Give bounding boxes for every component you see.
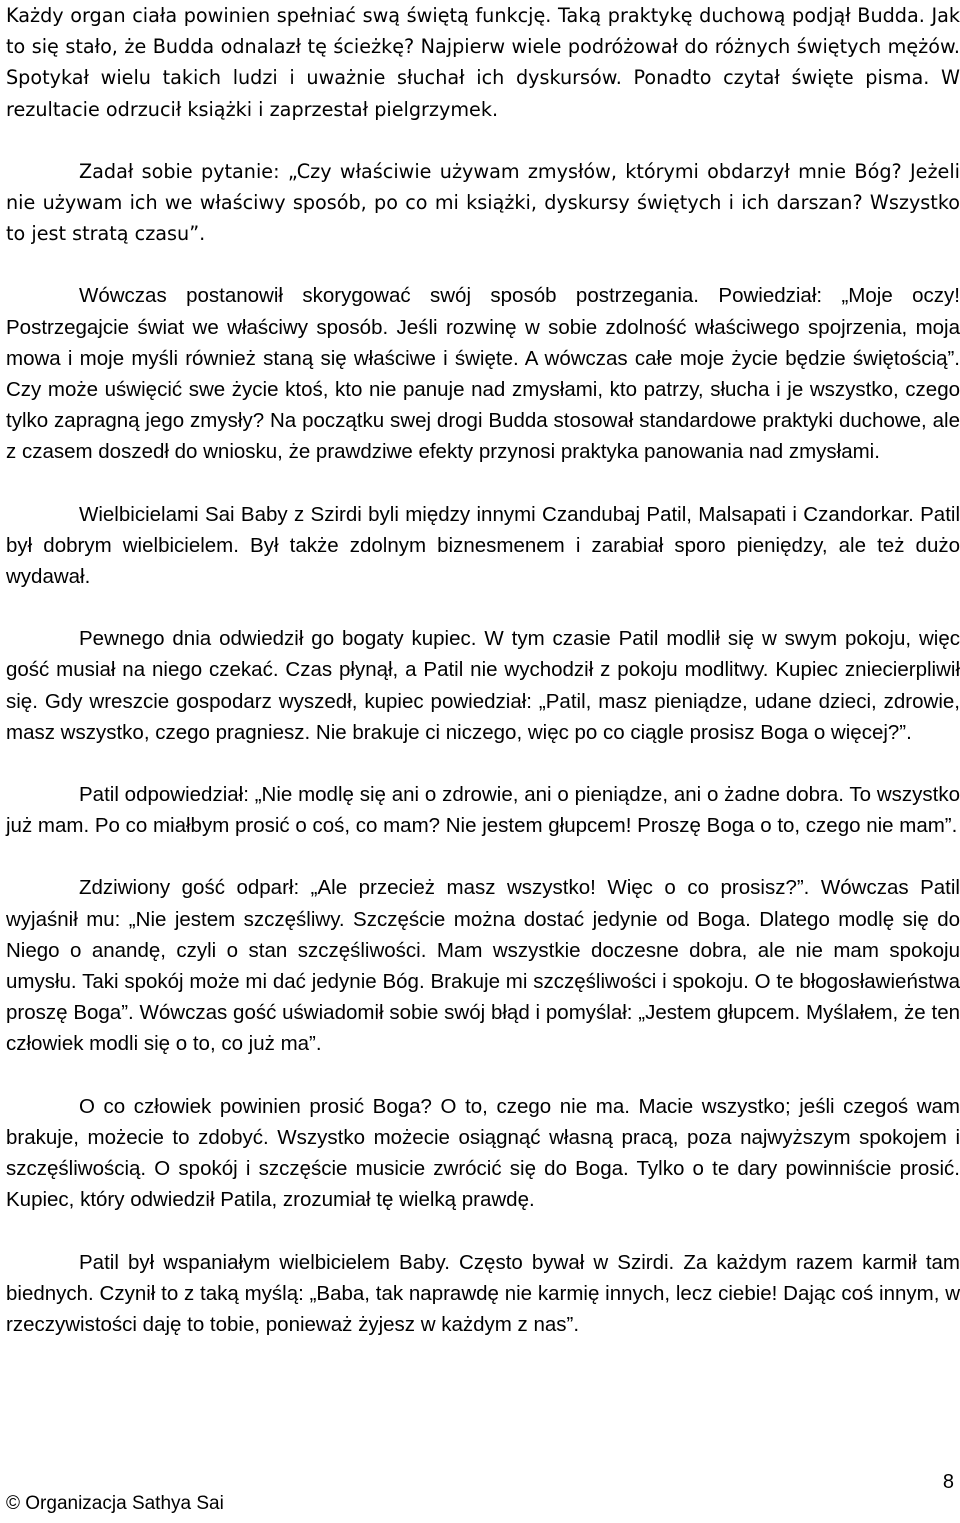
paragraph-6-text: Patil odpowiedział: „Nie modlę się ani o zdrowie, ani o pieniądze, ani o żadne dobra. To wszystko już mam. Po co miałbym prosić o coś, co mam? Nie jestem głupcem! Proszę Boga o to, czego nie mam”. <box>6 783 960 838</box>
paragraph-6 <box>6 779 960 841</box>
document-body <box>6 0 960 1340</box>
paragraph-gap <box>6 1060 960 1091</box>
paragraph-7-text: Zdziwiony gość odparł: „Ale przecież masz wszystko! Więc o co prosisz?”. Wówczas Patil wyjaśnił mu: „Nie jestem szczęśliwy. Szczęście można dostać jedynie od Boga. Dlatego modlę się do Niego o anandę, czyli o stan szczęśliwości. Mam wszystkie doczesne dobra, ale nie mam spokoju umysłu. Taki spokój może mi dać jedynie Bóg. Brakuje mi szczęśliwości i spokoju. O te błogosławieństwa proszę Boga”. Wówczas gość uświadomił sobie swój błąd i pomyślał: „Jestem głupcem. Myślałem, że ten człowiek modli się o to, co już ma”. <box>6 876 960 1056</box>
paragraph-4-text: Wielbicielami Sai Baby z Szirdi byli między innymi Czandubaj Patil, Malsapati i Czandorkar. Patil był dobrym wielbicielem. Był także zdolnym biznesmenem i zarabiał sporo pieniędzy, ale też dużo wydawał. <box>6 502 960 589</box>
paragraph-2-text: Zadał sobie pytanie: „Czy właściwie używam zmysłów, którymi obdarzył mnie Bóg? Jeżeli nie używam ich we właściwy sposób, po co mi książki, dyskursy świętych i ich darszan? Wszystko to jest stratą czasu”. <box>6 159 960 246</box>
paragraph-gap <box>6 748 960 779</box>
paragraph-8-text: O co człowiek powinien prosić Boga? O to, czego nie ma. Macie wszystko; jeśli czegoś wam brakuje, możecie to zdobyć. Wszystko możecie osiągnąć własną pracą, poza najwyższym spokojem i szczęśliwością. O spokój i szczęście musicie zwrócić się do Boga. Tylko o te dary powinniście prosić. Kupiec, który odwiedził Patila, zrozumiał tę wielką prawdę. <box>6 1094 960 1212</box>
page-number: 8 <box>942 1471 954 1493</box>
footer-copyright: © Organizacja Sathya Sai <box>6 1493 224 1514</box>
paragraph-3 <box>6 280 960 467</box>
paragraph-gap <box>6 1216 960 1247</box>
paragraph-9 <box>6 1247 960 1341</box>
paragraph-5-text: Pewnego dnia odwiedził go bogaty kupiec. W tym czasie Patil modlił się w swym pokoju, więc gość musiał na niego czekać. Czas płynął, a Patil nie wychodził z pokoju modlitwy. Kupiec zniecierpliwił się. Gdy wreszcie gospodarz wyszedł, kupiec powiedział: „Patil, masz pieniądze, udane dzieci, zdrowie, masz wszystko, czego pragniesz. Nie brakuje ci niczego, więc po co ciągle prosisz Boga o więcej?”. <box>6 627 960 744</box>
paragraph-9-text: Patil był wspaniałym wielbicielem Baby. Często bywał w Szirdi. Za każdym razem karmił tam biednych. Czynił to z taką myślą: „Baba, tak naprawdę nie karmię innych, lecz ciebie! Dając coś innym, w rzeczywistości daję to tobie, ponieważ żyjesz w każdym z nas”. <box>6 1250 960 1336</box>
paragraph-5 <box>6 623 960 748</box>
paragraph-7 <box>6 872 960 1059</box>
paragraph-gap <box>6 841 960 872</box>
paragraph-4 <box>6 499 960 593</box>
paragraph-8 <box>6 1091 960 1216</box>
paragraph-gap <box>6 125 960 156</box>
paragraph-gap <box>6 592 960 623</box>
paragraph-2 <box>6 156 960 250</box>
paragraph-gap <box>6 249 960 280</box>
paragraph-1: Każdy organ ciała powinien spełniać swą świętą funkcję. Taką praktykę duchową podjął Budda. Jak to się stało, że Budda odnalazł tę ścieżkę? Najpierw wiele podróżował do różnych świętych mężów. Spotykał wielu takich ludzi i uważnie słuchał ich dyskursów. Ponadto czytał święte pisma. W rezultacie odrzucił książki i zaprzestał pielgrzymek. <box>6 4 960 121</box>
paragraph-gap <box>6 468 960 499</box>
paragraph-3-text: Wówczas postanowił skorygować swój sposób postrzegania. Powiedział: „Moje oczy! Postrzegajcie świat we właściwy sposób. Jeśli rozwinę w sobie zdolność właściwego spojrzenia, moja mowa i moje myśli również staną się właściwe i święte. A wówczas całe moje życie będzie świętością”. Czy może uświęcić swe życie ktoś, kto nie panuje nad zmysłami, kto patrzy, słucha i je wszystko, czego tylko zapragną jego zmysły? Na początku swej drogi Budda stosował standardowe praktyki duchowe, ale z czasem doszedł do wniosku, że prawdziwe efekty przynosi praktyka panowania nad zmysłami. <box>6 284 960 464</box>
